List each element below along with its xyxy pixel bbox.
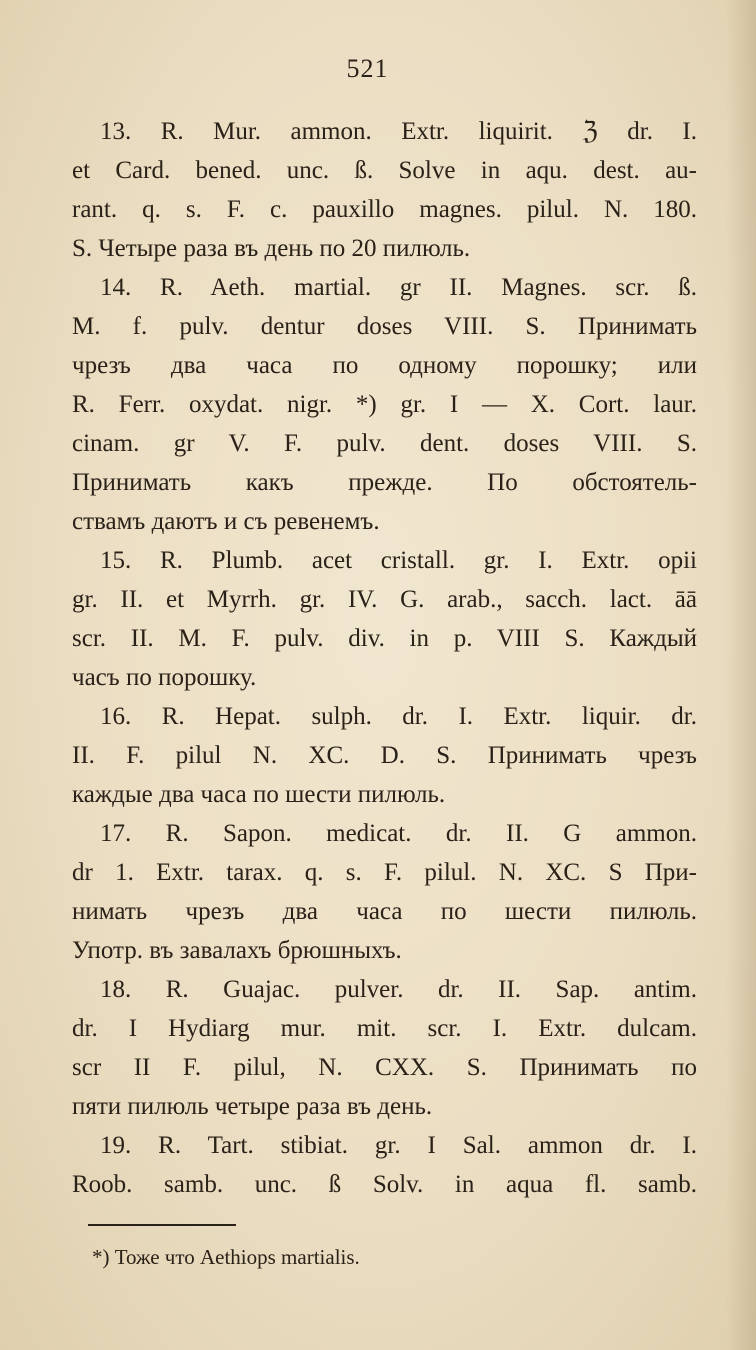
text-line: нимать чрезъ два часа по шести пилюль. bbox=[72, 898, 697, 925]
page-number: 521 bbox=[346, 54, 389, 83]
text-line: rant. q. s. F. c. pauxillo magnes. pilul. N. 180. bbox=[72, 196, 697, 223]
text-line: 17. R. Sapon. medicat. dr. II. G ammon. bbox=[100, 820, 697, 847]
text-line: scr II F. pilul, N. CXX. S. Принимать по bbox=[72, 1054, 697, 1081]
text-line: et Card. bened. unc. ß. Solve in aqu. dest. au- bbox=[72, 157, 697, 184]
text-line: 15. R. Plumb. acet cristall. gr. I. Extr. opii bbox=[100, 547, 697, 574]
text-line: 13. R. Mur. ammon. Extr. liquirit. ℨ dr. I. bbox=[100, 118, 697, 145]
text-line: чрезъ два часа по одному порошку; или bbox=[72, 352, 697, 379]
text-line: 18. R. Guajac. pulver. dr. II. Sap. antim. bbox=[100, 976, 697, 1003]
text-line: каждые два часа по шести пилюль. bbox=[72, 781, 446, 808]
text-line: Roob. samb. unc. ß Solv. in aqua fl. samb. bbox=[72, 1171, 697, 1198]
text-line: dr 1. Extr. tarax. q. s. F. pilul. N. XC. S При- bbox=[72, 859, 697, 886]
text-line: R. Ferr. oxydat. nigr. *) gr. I — X. Cort. laur. bbox=[72, 391, 697, 418]
text-line: 19. R. Tart. stibiat. gr. I Sal. ammon dr. I. bbox=[100, 1132, 697, 1159]
text-line: ствамъ даютъ и съ ревенемъ. bbox=[72, 508, 380, 535]
body-text bbox=[72, 112, 697, 1204]
text-line: M. f. pulv. dentur doses VIII. S. Принимать bbox=[72, 313, 697, 340]
text-line: пяти пилюль четыре раза въ день. bbox=[72, 1093, 433, 1120]
text-line: S. Четыре раза въ день по 20 пилюль. bbox=[72, 235, 471, 262]
text-line: cinam. gr V. F. pulv. dent. doses VIII. S. bbox=[72, 430, 697, 457]
text-line: Принимать какъ прежде. По обстоятель- bbox=[72, 469, 697, 496]
text-line: dr. I Hydiarg mur. mit. scr. I. Extr. dulcam. bbox=[72, 1015, 697, 1042]
footnote-rule bbox=[88, 1224, 236, 1226]
page-edge-shading bbox=[726, 0, 756, 1350]
text-line: часъ по порошку. bbox=[72, 664, 257, 691]
text-line: II. F. pilul N. XC. D. S. Принимать чрезъ bbox=[72, 742, 697, 769]
footnote: *) Тоже что Aethiops martialis. bbox=[92, 1245, 360, 1269]
text-line: Употр. въ завалахъ брюшныхъ. bbox=[72, 937, 402, 964]
text-line: gr. II. et Myrrh. gr. IV. G. arab., sacch. lact. āā bbox=[72, 586, 697, 613]
text-line: scr. II. M. F. pulv. div. in p. VIII S. Каждый bbox=[72, 625, 697, 652]
text-line: 16. R. Hepat. sulph. dr. I. Extr. liquir. dr. bbox=[100, 703, 697, 730]
text-line: 14. R. Aeth. martial. gr II. Magnes. scr. ß. bbox=[100, 274, 697, 301]
